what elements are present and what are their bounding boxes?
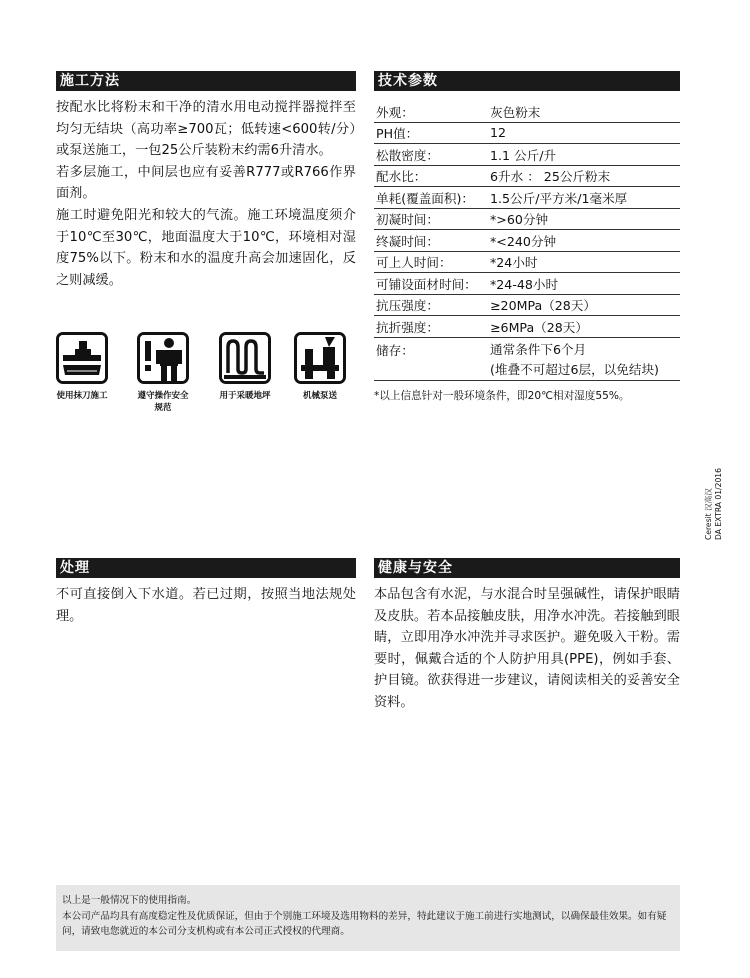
pump-icon	[294, 332, 346, 384]
table-row	[374, 187, 680, 209]
spec-value: 1.1 公斤/升	[490, 147, 557, 163]
spec-key: 抗折强度：	[376, 319, 439, 335]
spec-key: 松散密度：	[376, 147, 439, 163]
spec-value: 12	[490, 125, 507, 141]
spec-key: 储存：	[376, 342, 414, 358]
footer-disclaimer	[56, 885, 680, 951]
table-row	[374, 294, 680, 316]
method-paragraph: 施工时避免阳光和较大的气流。施工环境温度须介于10℃至30℃，地面温度大于10℃，环境相对湿度75%以下。粉末和水的温度升高会加速固化，反之则减缓。	[56, 207, 356, 288]
method-paragraph: 按配水比将粉末和干净的清水用电动搅拌器搅拌至均匀无结块（高功率≥700瓦；低转速<600转/分）或泵送施工，一包25公斤装粉末约需6升清水。	[56, 100, 356, 159]
side-code-line: DA EXTRA 01/2016	[714, 468, 723, 540]
tech-title: 技术参数	[378, 73, 438, 89]
spec-key: 抗压强度：	[376, 298, 439, 314]
health-body: 本品包含有水泥，与水混合时呈强碱性，请保护眼睛及皮肤。若本品接触皮肤，用净水冲洗。若接触到眼睛，立即用净水冲洗并寻求医护。避免吸入干粉。需要时，佩戴合适的个人防护用具(PPE)，例如手套、护目镜。欲获得进一步建议，请阅读相关的妥善安全资料。	[374, 587, 680, 710]
table-row	[374, 208, 680, 230]
trowel-icon	[56, 332, 108, 384]
spec-value: ≥6MPa（28天）	[490, 319, 588, 335]
spec-value: *24小时	[490, 255, 538, 271]
table-row	[374, 337, 680, 380]
method-body	[56, 97, 356, 291]
spec-table	[374, 101, 680, 381]
pump-label: 机械泵送	[302, 391, 337, 401]
spec-key: 可铺设面材时间：	[376, 276, 477, 292]
side-code-line: Ceresit 汉高汉	[704, 488, 713, 540]
tech-header	[374, 71, 680, 91]
spec-value: *<240分钟	[490, 233, 557, 249]
floor-heating-label: 用于采暖地坪	[219, 391, 271, 401]
spec-value: *24-48小时	[490, 276, 559, 292]
table-row	[374, 316, 680, 338]
trowel-label: 使用抹刀施工	[56, 391, 108, 401]
spec-key: PH值：	[376, 126, 419, 142]
table-row	[374, 273, 680, 295]
spec-value: 6升水 ： 25公斤粉末	[490, 169, 611, 185]
pictogram-row	[56, 332, 356, 422]
spec-key: 配水比：	[376, 169, 427, 185]
footer-line: 以上是一般情况下的使用指南。	[62, 895, 197, 906]
table-row	[374, 144, 680, 166]
method-title: 施工方法	[60, 73, 120, 89]
disposal-header	[56, 558, 356, 578]
floor-heating-icon	[219, 332, 271, 384]
table-row	[374, 165, 680, 187]
spec-value: 1.5公斤/平方米/1毫米厚	[490, 190, 628, 206]
spec-key: 终凝时间：	[376, 233, 439, 249]
spec-key: 初凝时间：	[376, 212, 439, 228]
method-header	[56, 71, 356, 91]
health-title: 健康与安全	[378, 560, 453, 576]
disposal-title: 处理	[60, 560, 90, 576]
table-row	[374, 230, 680, 252]
spec-key: 可上人时间：	[376, 255, 452, 271]
table-row	[374, 101, 680, 122]
table-row	[374, 122, 680, 144]
method-paragraph: 若多层施工，中间层也应有妥善R777或R766作界面剂。	[56, 164, 356, 202]
spec-note: *以上信息针对一般环境条件，即20℃相对湿度55%。	[374, 390, 630, 402]
spec-value	[488, 337, 680, 380]
spec-key: 外观：	[376, 104, 414, 120]
spec-value: *>60分钟	[490, 212, 549, 228]
table-row	[374, 251, 680, 273]
storage-line: (堆叠不可超过6层，以免结块)	[490, 361, 659, 377]
footer-line: 本公司产品均具有高度稳定性及优质保证，但由于个别施工环境及选用物料的差异，特此建议于施工前进行实地测试，以确保最佳效果。如有疑问，请致电您就近的本公司分支机构或有本公司正式授权的代理商。	[62, 910, 667, 938]
storage-line: 通常条件下6个月	[490, 341, 587, 357]
disposal-body: 不可直接倒入下水道。若已过期，按照当地法规处理。	[56, 587, 356, 624]
safety-icon	[137, 332, 189, 384]
safety-label: 遵守操作安全规范	[137, 391, 189, 413]
spec-value: ≥20MPa（28天）	[490, 298, 596, 314]
spec-key: 单耗(覆盖面积)：	[376, 190, 474, 206]
spec-value: 灰色粉末	[490, 104, 541, 120]
side-code	[704, 468, 724, 540]
health-header	[374, 558, 680, 578]
